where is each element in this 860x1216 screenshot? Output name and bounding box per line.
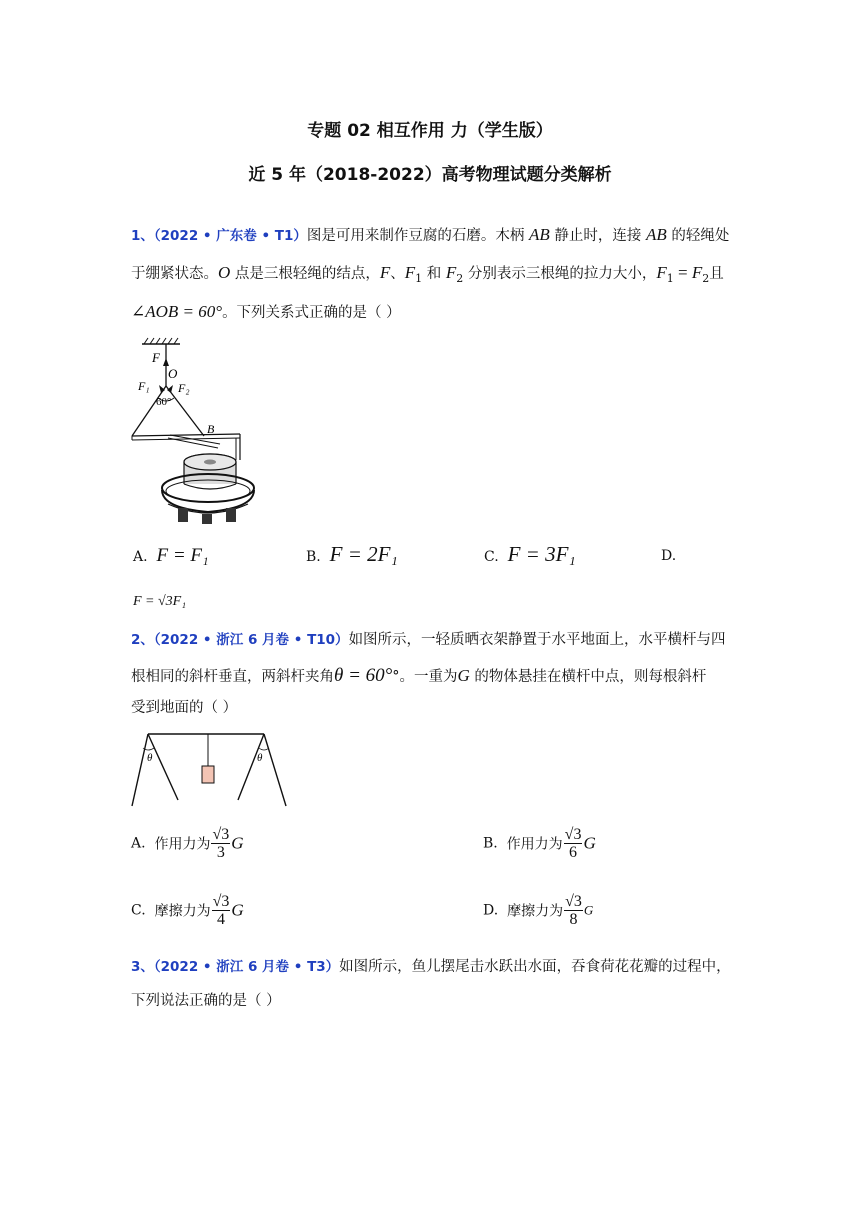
q1-line2: 于绷紧状态。O 点是三根轻绳的结点，F、$F_1$ 和 $F_2$ 分别表示三根绳的拉力大小，$F_1 = F_2$且	[131, 263, 724, 285]
q3-tag: 3、（2022 • 浙江 6 月卷 • T3）	[131, 959, 340, 975]
label-f2: F₂	[178, 381, 190, 395]
document-title: 专题 02 相互作用 力（学生版）	[307, 121, 553, 141]
label-o: O	[168, 366, 178, 381]
label-f1: F₁	[138, 379, 150, 393]
hanging-weight	[202, 766, 214, 783]
q1-tag: 1、（2022 • 广东卷 • T1）	[131, 228, 307, 244]
q2-line1: 2、（2022 • 浙江 6 月卷 • T10）如图所示，一轻质晒衣架静置于水平地面上，水平横杆与四	[131, 632, 726, 648]
stone-mill-figure	[128, 336, 258, 528]
label-b: B	[207, 422, 215, 436]
q2-option-d[interactable]: D. 摩擦力为 $\frac{√3}{8}$ G	[483, 893, 594, 928]
q3-line2: 下列说法正确的是（ ）	[131, 993, 281, 1009]
q2-option-b[interactable]: B. 作用力为 $\frac{√3}{6}$ G	[483, 826, 596, 861]
label-f: F	[152, 350, 160, 365]
q3-line1: 3、（2022 • 浙江 6 月卷 • T3）如图所示，鱼儿摆尾击水跃出水面，吞食荷花花瓣的过程中，	[131, 959, 731, 975]
document-subtitle: 近 5 年（2018-2022）高考物理试题分类解析	[248, 165, 612, 185]
q2-line2: 根相同的斜杆垂直，两斜杆夹角θ = 60°°。一重为G 的物体悬挂在横杆中点，则每根斜杆	[131, 665, 707, 686]
q1-option-d[interactable]: F = √3F₁	[133, 594, 187, 609]
q2-tag: 2、（2022 • 浙江 6 月卷 • T10）	[131, 632, 349, 648]
label-angle: 60°	[156, 396, 172, 408]
q1-option-d-letter[interactable]: D.	[661, 548, 677, 564]
label-theta-left: θ	[147, 752, 153, 764]
q1-angle: ∠AOB = 60°	[131, 302, 223, 321]
q2-option-c[interactable]: C. 摩擦力为 $\frac{√3}{4}$ G	[131, 893, 244, 928]
q1-option-b[interactable]: B. F = 2F₁	[306, 542, 398, 566]
label-theta-right: θ	[257, 752, 263, 764]
clothes-rack-figure	[128, 728, 290, 810]
q1-option-c[interactable]: C. F = 3F₁	[484, 542, 576, 566]
q1-line3: ∠AOB = 60°。下列关系式正确的是（ ）	[131, 302, 401, 321]
q1-option-a[interactable]: A. F = F₁	[133, 545, 209, 566]
q2-theta: θ = 60°	[334, 665, 393, 686]
q2-line3: 受到地面的（ ）	[131, 700, 238, 716]
q1-line1: 1、（2022 • 广东卷 • T1）图是可用来制作豆腐的石磨。木柄 AB 静止时，连接 AB 的轻绳处	[131, 225, 730, 244]
q2-option-a[interactable]: A. 作用力为 $\frac{√3}{3}$ G	[131, 826, 244, 861]
